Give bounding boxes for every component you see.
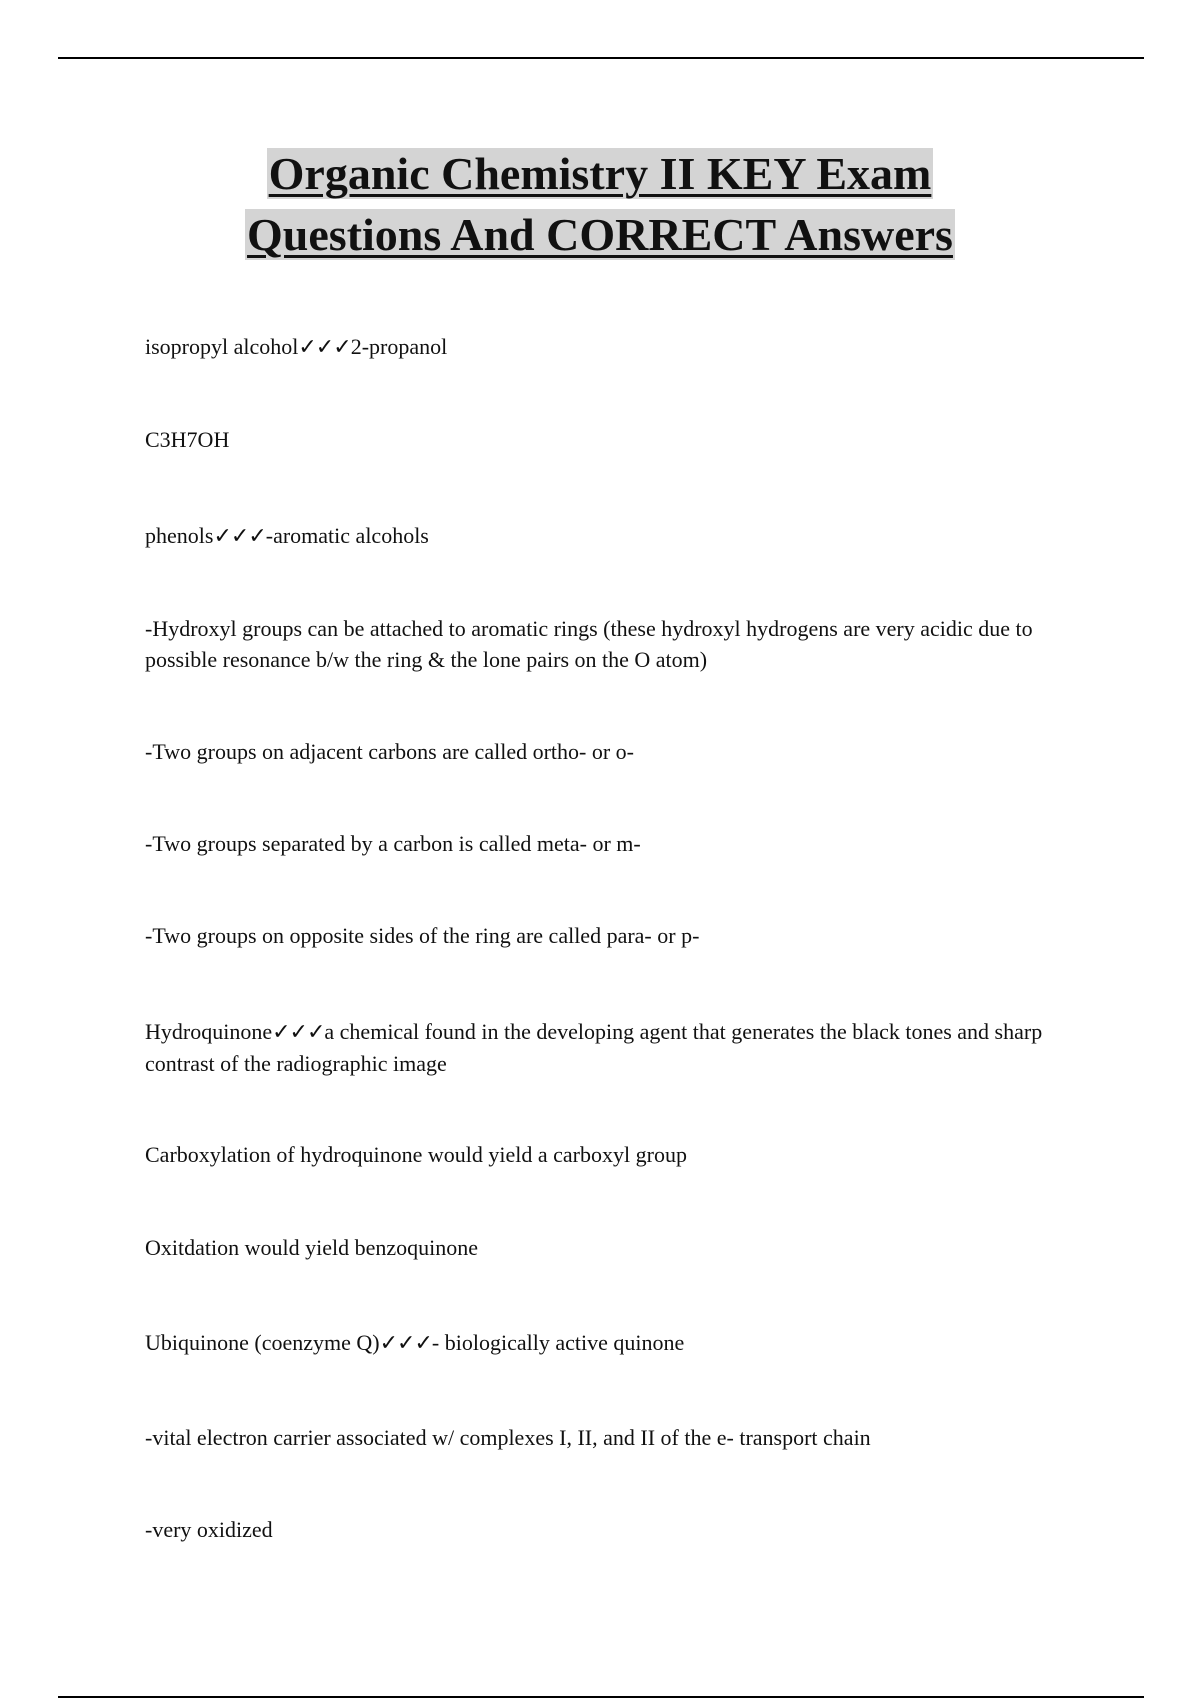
entry-very-oxidized: -very oxidized	[145, 1517, 273, 1542]
check-marks-icon: ✓✓✓	[213, 524, 266, 549]
title-line-1: Organic Chemistry II KEY Exam	[268, 148, 932, 199]
entry-electron-carrier: -vital electron carrier associated w/ complexes I, II, and II of the e- transport chain	[145, 1425, 871, 1450]
top-rule	[58, 57, 1144, 59]
check-marks-icon: ✓✓✓	[272, 1020, 325, 1045]
entry-formula: C3H7OH	[145, 427, 230, 452]
check-marks-icon: ✓✓✓	[298, 335, 351, 360]
check-marks-icon: ✓✓✓	[379, 1331, 432, 1356]
document-title	[0, 143, 1200, 265]
entry-para: -Two groups on opposite sides of the ring are called para- or p-	[145, 923, 700, 948]
entry-term: phenols	[145, 523, 214, 548]
bottom-rule	[58, 1696, 1144, 1698]
entry-oxidation: Oxitdation would yield benzoquinone	[145, 1235, 478, 1260]
entry-definition: - biologically active quinone	[431, 1330, 685, 1355]
entry-hydroxyl-groups: -Hydroxyl groups can be attached to aromatic rings (these hydroxyl hydrogens are very acidic due to possible resonance b/w the ring & the lone pairs on the O atom)	[145, 616, 1033, 672]
entry-term: Ubiquinone (coenzyme Q)	[145, 1330, 380, 1355]
entry-meta: -Two groups separated by a carbon is called meta- or m-	[145, 831, 641, 856]
entry-phenols	[145, 520, 1045, 552]
entry-hydroquinone	[145, 1016, 1045, 1079]
entry-definition: 2-propanol	[350, 334, 448, 359]
entry-term: Hydroquinone	[145, 1019, 273, 1044]
entry-definition: -aromatic alcohols	[265, 523, 429, 548]
entry-ubiquinone	[145, 1327, 1045, 1359]
entry-definition: a chemical found in the developing agent that generates the black tones and sharp contrast of the radiographic image	[145, 1019, 1043, 1076]
entry-term: isopropyl alcohol	[145, 334, 299, 359]
title-line-2: Questions And CORRECT Answers	[247, 209, 953, 260]
entry-ortho: -Two groups on adjacent carbons are called ortho- or o-	[145, 739, 634, 764]
entry-carboxylation: Carboxylation of hydroquinone would yield a carboxyl group	[145, 1142, 687, 1167]
entry-isopropyl-alcohol	[145, 331, 1045, 363]
